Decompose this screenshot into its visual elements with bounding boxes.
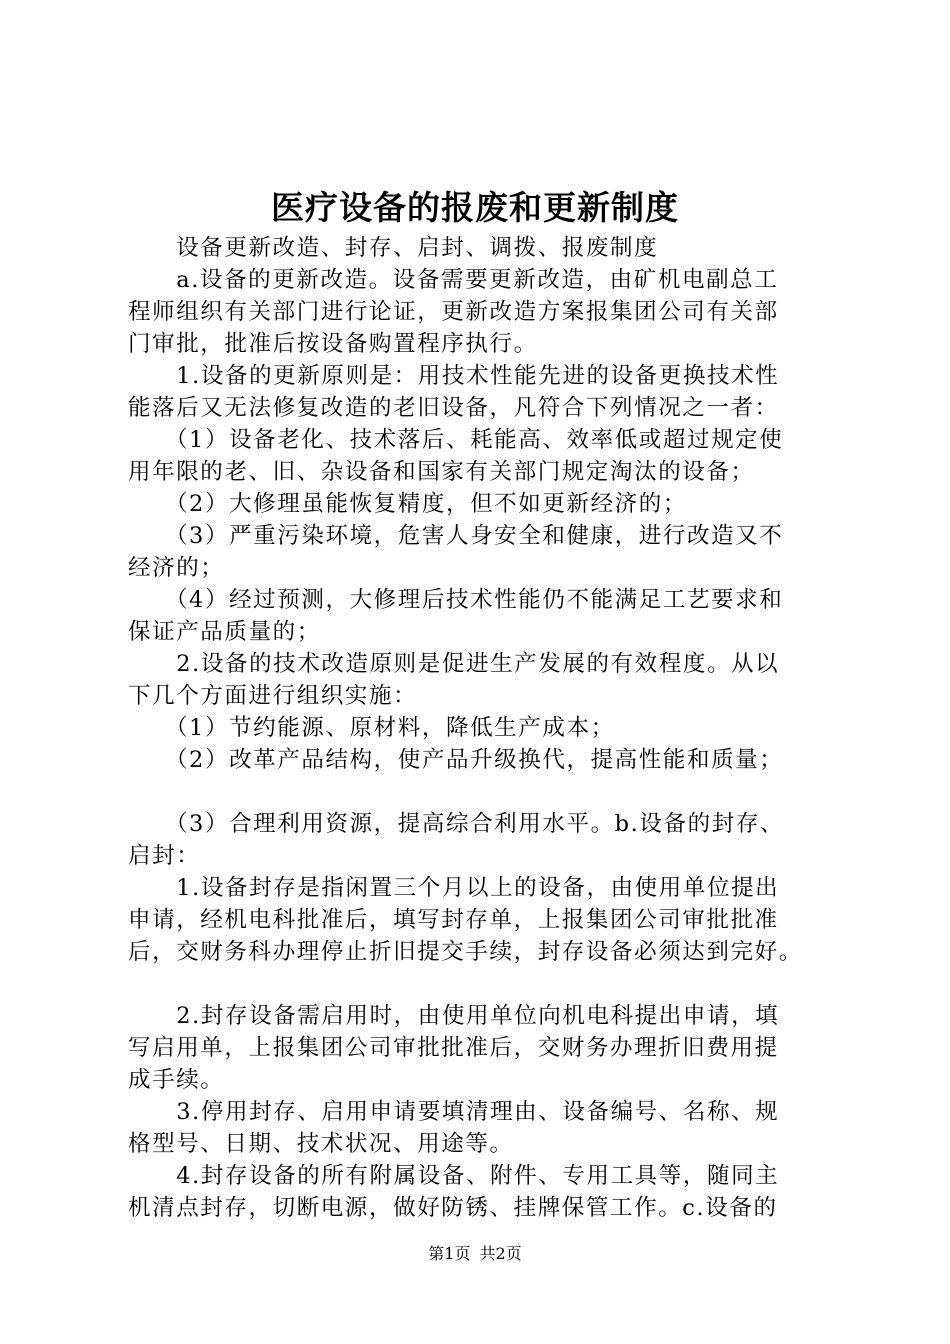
body-line: （1）设备老化、技术落后、耗能高、效率低或超过规定使 <box>128 427 784 453</box>
page-number: 第1页 <box>428 1244 471 1263</box>
body-line: 成手续。 <box>128 1067 225 1093</box>
page-footer <box>0 1243 950 1265</box>
body-line: 门审批，批准后按设备购置程序执行。 <box>128 331 538 357</box>
body-line: （4）经过预测，大修理后技术性能仍不能满足工艺要求和 <box>128 587 784 613</box>
body-line: a.设备的更新改造。设备需要更新改造，由矿机电副总工 <box>128 267 779 293</box>
body-line: （2）改革产品结构，使产品升级换代，提高性能和质量； <box>128 747 784 773</box>
body-line: 1.设备封存是指闲置三个月以上的设备，由使用单位提出 <box>128 875 780 901</box>
body-line: 3.停用封存、启用申请要填清理由、设备编号、名称、规 <box>128 1099 780 1125</box>
body-line: 2.设备的技术改造原则是促进生产发展的有效程度。从以 <box>128 651 780 677</box>
body-line: 格型号、日期、技术状况、用途等。 <box>128 1131 514 1157</box>
body-line: 程师组织有关部门进行论证，更新改造方案报集团公司有关部 <box>128 299 779 325</box>
body-line: 机清点封存，切断电源，做好防锈、挂牌保管工作。c.设备的 <box>128 1195 778 1221</box>
body-line: 2.封存设备需启用时，由使用单位向机电科提出申请，填 <box>128 1003 780 1029</box>
body-line <box>128 968 836 1000</box>
body-line: （1）节约能源、原材料，降低生产成本； <box>128 715 615 741</box>
document-title: 医疗设备的报废和更新制度 <box>271 188 679 227</box>
body-line: （3）合理利用资源，提高综合利用水平。b.设备的封存、 <box>128 811 785 837</box>
page-total: 共2页 <box>479 1244 522 1263</box>
body-line: 1.设备的更新原则是：用技术性能先进的设备更换技术性 <box>128 363 780 389</box>
body-line: 用年限的老、旧、杂设备和国家有关部门规定淘汰的设备； <box>128 459 755 485</box>
body-line: 经济的； <box>128 555 225 581</box>
body-line <box>128 776 836 808</box>
body-line: 4.封存设备的所有附属设备、附件、专用工具等，随同主 <box>128 1163 780 1189</box>
body-line: （3）严重污染环境，危害人身安全和健康，进行改造又不 <box>128 523 784 549</box>
body-line: 下几个方面进行组织实施： <box>128 683 418 709</box>
body-line: 保证产品质量的； <box>128 619 321 645</box>
body-line: 写启用单，上报集团公司审批批准后，交财务办理折旧费用提 <box>128 1035 779 1061</box>
body-line: 设备更新改造、封存、启封、调拨、报废制度 <box>128 235 659 261</box>
body-line: （2）大修理虽能恢复精度，但不如更新经济的； <box>128 491 687 517</box>
body-line: 能落后又无法修复改造的老旧设备，凡符合下列情况之一者： <box>128 395 779 421</box>
body-line: 后，交财务科办理停止折旧提交手续，封存设备必须达到完好。 <box>128 939 803 965</box>
body-line: 启封： <box>128 843 201 869</box>
document-body <box>128 232 836 1224</box>
body-line: 申请，经机电科批准后，填写封存单，上报集团公司审批批准 <box>128 907 779 933</box>
